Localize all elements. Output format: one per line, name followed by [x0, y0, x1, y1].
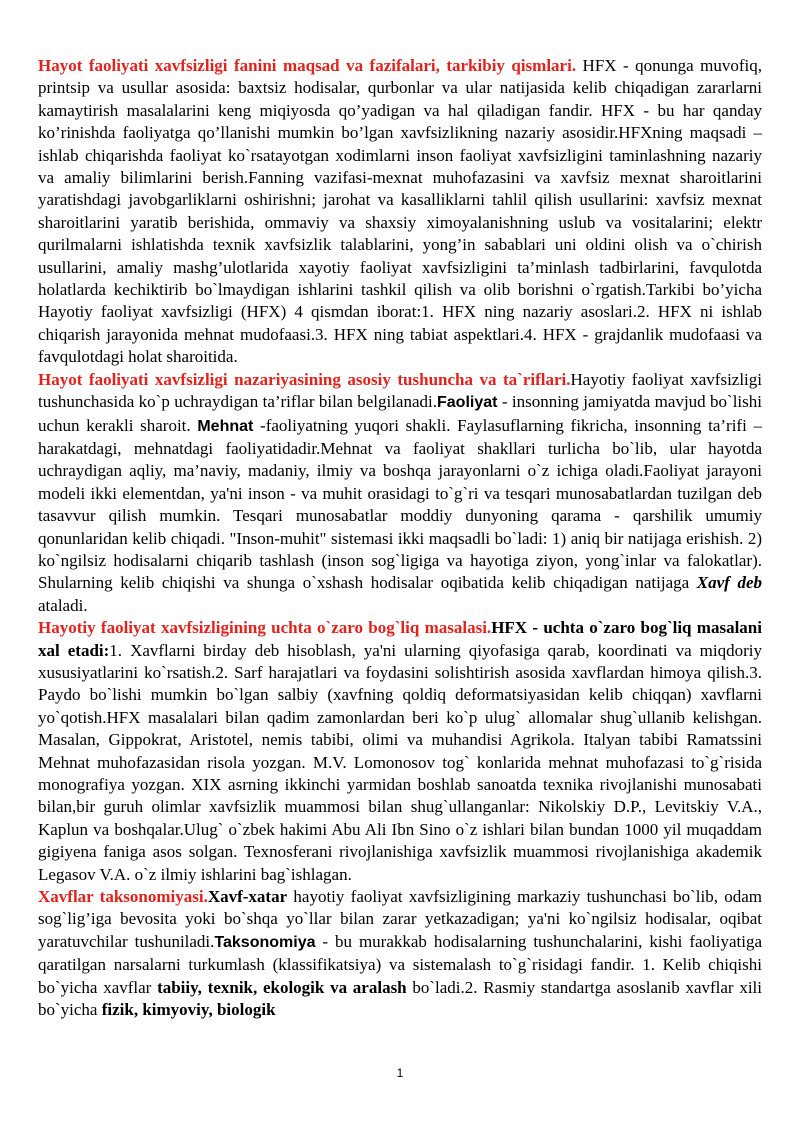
page-number: 1	[396, 1066, 404, 1080]
paragraph-taxonomy	[38, 886, 762, 1021]
paragraph-text: -faoliyatning yuqori shakli. Faylasuflarning fikricha, insonning ta’rifi – harakatdagi, mehnatdagi faoliyatidadir.Mehnat va faoliyat shakllari turlicha bo`lib, ular hayotda uchraydigan aqliy, ma’naviy, madaniy, ilmiy va boshqa jarayonlarni o`z ichiga oladi.Faoliyat jarayoni modeli ikki elementdan, ya'ni inson - va muhit orasidagi to`g`ri va tesqari munosabatlardan tuzilgan deb tasavvur qilish mumkin. Tesqari munosabatlar moddiy dunyoning qarama - qarshilik umumiy qonunlaridan kelib chiqadi. "Inson-muhit" sistemasi ikki maqsadli bo`ladi: 1) aniq bir natijaga erishish. 2) ko`ngilsiz hodisalarni chiqarib tashlash (inson sog`ligiga va hayotiga ziyon, yong`inlar va falokatlar). Shularning kelib chiqishi va shunga o`xshash hodisalar oqibatida kelib chiqadigan natijaga	[38, 415, 762, 593]
term-standard-types: fizik, kimyoviy, biologik	[101, 1000, 276, 1020]
section-heading: Hayotiy faoliyat xavfsizligining uchta o`zaro bog`liq masalasi.	[38, 618, 492, 638]
section-heading: Hayot faoliyati xavfsizligi nazariyasining asosiy tushuncha va ta`riflari.	[38, 369, 571, 389]
section-heading: Xavflar taksonomiyasi.	[38, 887, 208, 907]
paragraph-text: bo`ladi.2. Rasmiy standartga asoslanib xavflar xili bo`yicha	[38, 977, 762, 1020]
term-origin-types: tabiiy, texnik, ekologik va aralash	[157, 977, 407, 997]
paragraph-text: hayotiy faoliyat xavfsizligining markaziy tushunchasi bo`lib, odam sog`lig’iga bevosita yoki bo`shqa yo`llar bilan zarar yetkazadigan; ya'ni ko`ngilsiz hodisalar, oqibat yaratuvchilar tushuniladi.	[38, 887, 762, 951]
term-xavf: Xavf deb	[696, 573, 763, 593]
paragraph-text: Hayotiy faoliyat xavfsizligi tushunchasida ko`p uchraydigan ta’riflar bilan belgilanadi.	[38, 369, 763, 412]
section-heading: Hayot faoliyati xavfsizligi fanini maqsad va fazifalari, tarkibiy qismlari.	[38, 56, 577, 75]
paragraph-text: HFX - qonunga muvofiq, printsip va usullar asosida: baxtsiz hodisalar, qurbonlar va ular natijasida kelib chiqadigan zararlarni kamaytirish masalalarini keng miqiyosda qo’yadigan va hal qiladigan fandir. HFX - bu har qanday ko’rinishda faoliyatga qo’llanishi mumkin bo’lgan xavfsizlikning nazariy asosidir.HFXning maqsadi – ishlab chiqarishda faoliyat ko`rsatayotgan xodimlarni inson faoliyat xavfsizligini taminlashning nazariy va amaliy bilimlarini berish.Fanning vazifasi-mexnat muhofazasini va xavfsiz mexnat sharoitlarini yaratishdagi javobgarliklarni oshirishni; jarohat va kasalliklarni tahlil qilish usullarini: xavfsiz mexnat sharoitlarini yaratib berishida, ommaviy va shaxsiy ximoyalanishning uslub va vositalarini; elektr qurilmalarni ishlatishda texnik xavfsizlik talablarini, yong’in sabablari uni oldini olish va o`chirish usullarini, amaliy mashg’ulotlarida xayotiy faoliyat xavfsizligini ta’minlash tadbirlarini, favqulotda holatlarda kechiktirib bo`lmaydigan ishlarini tashkil qilish va olib borishni o`rgatish.Tarkibi bo’yicha Hayotiy faoliyat xavfsizligi (HFX) 4 qismdan iborat:1. HFX ning nazariy asoslari.2. HFX ni ishlab chiqarish jarayonida mehnat mudofaasi.3. HFX ning tabiat aspektlari.4. HFX - grajdanlik mudofaasi va favqulotdagi holat sharoitida.	[38, 56, 762, 367]
paragraph-text: - insonning jamiyatda mavjud bo`lishi uchun kerakli sharoit.	[38, 392, 762, 435]
lead-statement: HFX - uchta o`zaro bog`liq masalani xal etadi:	[38, 618, 762, 660]
paragraph-text: - bu murakkab hodisalarning tushunchalarini, kishi faoliyatiga qaratilgan narsalarni turkumlash (klassifikatsiya) va sistemalash to`g`risidagi fandir. 1. Kelib chiqishi bo`yicha xavflar	[38, 931, 763, 997]
paragraph-concepts	[38, 369, 762, 617]
term-xavf-xatar: Xavf-xatar	[207, 887, 288, 907]
term-taksonomiya: Taksonomiya	[214, 933, 316, 951]
paragraph-text: ataladi.	[38, 595, 88, 615]
paragraph-text: 1. Xavflarni birday deb hisoblash, ya'ni ularning qiyofasiga qarab, koordinati va miqdoriy xususiyatlarini ko`rsatish.2. Sarf harajatlari va foydasini solishtirish asosida xavflardan himoya qilish.3. Paydo bo`lishi mumkin bo`lgan salbiy (xavfning qoldiq deformatsiyasidan kelib chiqqan) xavflarni yo`qotish.HFX masalalari bilan qadim zamonlardan beri ko`p ulug` allomalar shug`ullanib kelishgan. Masalan, Gippokrat, Aristotel, nemis tabibi, olimi va muhandisi Agrikola. Italyan tabibi Ramatssini Mehnat muhofazasidan risola yozgan. M.V. Lomonosov tog` konlarida mehnat muhofazasi to`g`risida monografiya yozgan. XIX asrning ikkinchi yarmidan boshlab sanoatda texnika rivojlanishi munosabati bilan,bir guruh olimlar xavfsizlik muammosi bilan shug`ullanganlar: Nikolskiy D.P., Levitskiy V.A., Kaplun va boshqalar.Ulug` o`zbek hakimi Abu Ali Ibn Sino o`z ishlari bilan bundan 1000 yil muqaddam gigiyena faniga asos solgan. Texnosferani rivojlanishiga xavfsizlik muammosi rivojlanishiga akademik Legasov V.A. o`z ilmiy ishlarini bag`ishlagan.	[38, 640, 762, 884]
term-faoliyat: Faoliyat	[437, 394, 498, 412]
paragraph-goals	[38, 55, 762, 369]
term-mehnat: Mehnat	[197, 417, 254, 435]
paragraph-three-tasks	[38, 617, 762, 886]
